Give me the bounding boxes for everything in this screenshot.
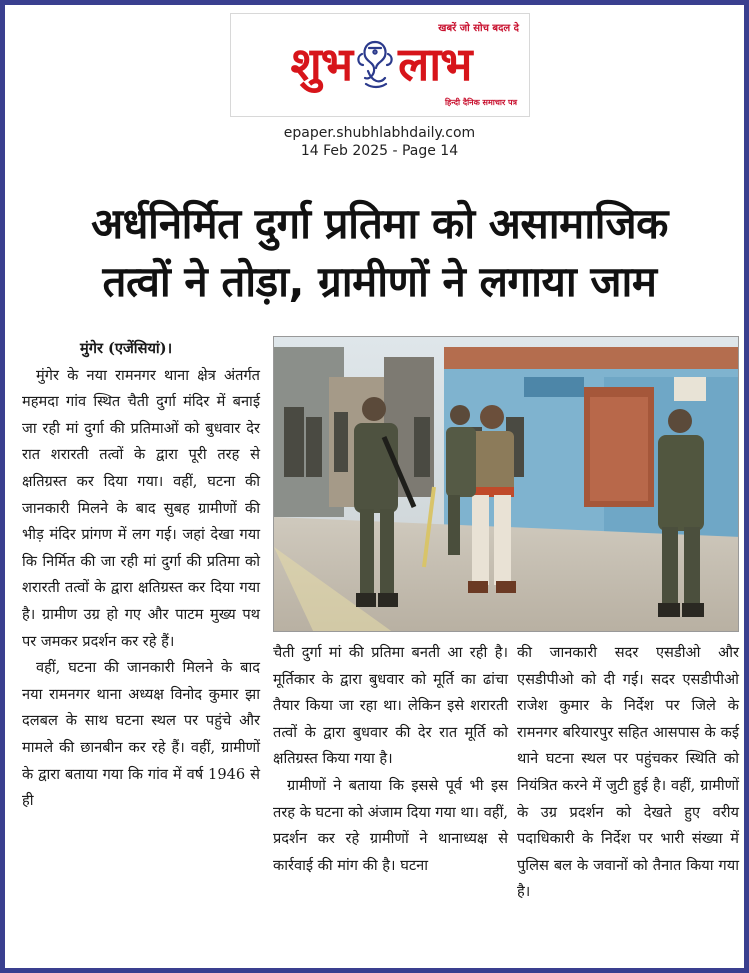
source-url: epaper.shubhlabhdaily.com bbox=[283, 125, 476, 141]
column-2-paragraph-1: चैती दुर्गा मां की प्रतिमा बनती आ रही है। मूर्तिकार के द्वारा बुधवार को मूर्ति का ढांचा तैयार किया जा रहा था। लेकिन इसे शरारती तत्वों के द्वारा बुधवार की देर रात मूर्ति को क्षतिग्रस्त किया गया है। bbox=[273, 644, 508, 768]
source-info bbox=[5, 124, 749, 160]
newspaper-logo bbox=[239, 32, 523, 96]
column-1-paragraph-2: वहीं, घटना की जानकारी मिलने के बाद नया रामनगर थाना अध्यक्ष विनोद कुमार झा दलबल के साथ घटना स्थल पर पहुंचे और मामले की छानबीन कर रहे हैं। वहीं, ग्रामीणों के द्वारा बताया गया कि गांव में वर्ष 1946 से ही bbox=[22, 659, 260, 810]
ganesh-emblem-icon bbox=[354, 38, 396, 90]
article-dateline: मुंगेर (एजेंसियां)। bbox=[80, 340, 173, 357]
news-photo bbox=[273, 336, 739, 632]
article-column-1 bbox=[22, 336, 260, 815]
column-1-paragraph-1: मुंगेर के नया रामनगर थाना क्षेत्र अंतर्गत महमदा गांव स्थित चैती दुर्गा मंदिर में बनाई जा रही मां दुर्गा की प्रतिमाओं को बुधवार देर रात शरारती तत्वों के द्वारा पूरी तरह से क्षतिग्रस्त कर दिया गया। वहीं, घटना की जानकारी मिलने के बाद सुबह ग्रामीणों की भीड़ मंदिर प्रांगण में लग गई। जहां देखा गया कि निर्मित की जा रही मां दुर्गा की प्रतिमा को शरारती तत्वों के द्वारा क्षतिग्रस्त कर दिया गया है। ग्रामीण उग्र हो गए और पाटम मुख्य पथ पर जमकर प्रदर्शन कर रहे हैं। bbox=[22, 366, 260, 650]
column-2-paragraph-2: ग्रामीणों ने बताया कि इससे पूर्व भी इस तरह के घटना को अंजाम दिया गया था। वहीं, प्रदर्शन कर रहे ग्रामीणों ने थानाध्यक्ष से कार्रवाई की मांग की है। घटना bbox=[273, 776, 508, 874]
police-patrol-photo bbox=[274, 337, 739, 632]
article-headline bbox=[23, 195, 736, 311]
column-3-paragraph-1: की जानकारी सदर एसडीओ और एसडीपीओ को दी गई। सदर एसडीपीओ राजेश कुमार के निर्देश पर जिले के रामनगर बरियारपुर सहित आसपास के कई थाने घटना स्थल पर पहुंचकर स्थिति को नियंत्रित करने में जुटी हुई है। वहीं, ग्रामीणों के उग्र प्रदर्शन को देखते हुए वरीय पदाधिकारी के निर्देश पर भारी संख्या में पुलिस बल के जवानों को तैनात किया गया है। bbox=[517, 644, 739, 901]
newspaper-masthead bbox=[230, 13, 530, 117]
masthead-tagline: खबरें जो सोच बदल दे bbox=[438, 23, 519, 34]
headline-line-2: तत्वों ने तोड़ा, ग्रामीणों ने लगाया जाम bbox=[102, 257, 657, 306]
logo-word-right: लाभ bbox=[398, 37, 472, 91]
headline-line-1: अर्धनिर्मित दुर्गा प्रतिमा को असामाजिक bbox=[91, 199, 668, 248]
article-column-3 bbox=[517, 640, 739, 906]
article-column-2 bbox=[273, 640, 508, 879]
masthead-subtagline: हिन्दी दैनिक समाचार पत्र bbox=[444, 98, 517, 107]
source-date-page: 14 Feb 2025 - Page 14 bbox=[300, 143, 459, 159]
logo-word-left: शुभ bbox=[290, 37, 353, 91]
